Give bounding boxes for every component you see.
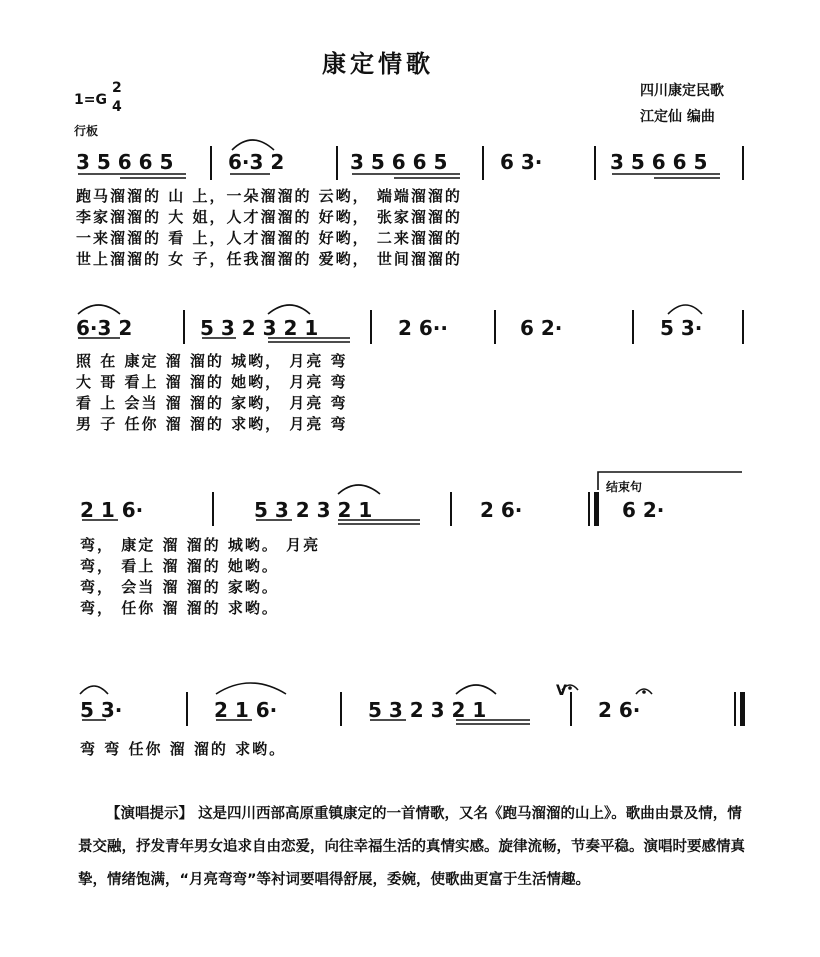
lyric-row-3-verse-1: 弯， 康定 溜 溜的 城哟。 月亮 xyxy=(80,536,321,554)
measure-2-2: 5 3 2 3 2 1 xyxy=(200,316,319,340)
measure-1-5: 3 5 6 6 5 xyxy=(610,150,708,174)
tip-text: 这是四川西部高原重镇康定的一首情歌，又名《跑马溜溜的山上》。歌曲由景及情，情景交融，抒发青年男女追求自由恋爱，向往幸福生活的真情实感。旋律流畅，节奏平稳。演唱时要感情真挚，情绪饱满，“月亮弯弯”等衬词要唱得舒展，委婉，使歌曲更富于生活情趣。 xyxy=(78,806,745,888)
measure-4-2: 2 1 6· xyxy=(214,698,278,722)
beam-underline xyxy=(352,174,460,178)
measure-3-4: 6 2· xyxy=(622,498,665,522)
song-title: 康定情歌 xyxy=(322,50,434,78)
measure-2-4: 6 2· xyxy=(520,316,563,340)
measure-1-1: 3 5 6 6 5 xyxy=(76,150,174,174)
tip-label: 【演唱提示】 xyxy=(106,806,193,822)
slur xyxy=(668,305,702,314)
lyric-row-4: 弯 弯 任你 溜 溜的 求哟。 xyxy=(80,740,287,758)
lyric-row-2-verse-2: 大 哥 看上 溜 溜的 她哟， 月亮 弯 xyxy=(76,373,348,391)
lyric-row-1-verse-4: 世上溜溜的 女 子，任我溜溜的 爱哟， 世间溜溜的 xyxy=(76,250,462,268)
song-arranger: 江定仙 编曲 xyxy=(640,109,715,125)
lyric-row-3-verse-3: 弯， 会当 溜 溜的 家哟。 xyxy=(80,578,279,596)
tempo-marking: 行板 xyxy=(74,124,99,138)
lyric-row-1-verse-2: 李家溜溜的 大 姐，人才溜溜的 好哟， 张家溜溜的 xyxy=(76,208,462,226)
lyric-row-1-verse-3: 一来溜溜的 看 上，人才溜溜的 好哟， 二来溜溜的 xyxy=(76,229,462,247)
ending-bracket xyxy=(598,472,742,490)
measure-1-3: 3 5 6 6 5 xyxy=(350,150,448,174)
slur xyxy=(216,683,286,694)
measure-4-4: 2 6· xyxy=(598,698,641,722)
slur xyxy=(80,686,108,694)
slur xyxy=(338,485,380,494)
slur xyxy=(78,305,120,314)
measure-4-3: 5 3 2 3 2 1 xyxy=(368,698,487,722)
slur xyxy=(456,685,496,694)
fermata-dot xyxy=(568,686,572,690)
measure-3-2: 5 3 2 3 2 1 xyxy=(254,498,373,522)
measure-2-1: 6·3 2 xyxy=(76,316,133,340)
fermata-dot xyxy=(642,690,646,694)
lyric-row-2-verse-1: 照 在 康定 溜 溜的 城哟， 月亮 弯 xyxy=(76,352,348,370)
measure-3-3: 2 6· xyxy=(480,498,523,522)
song-source: 四川康定民歌 xyxy=(640,83,724,99)
measure-2-3: 2 6·· xyxy=(398,316,448,340)
lyric-row-3-verse-2: 弯， 看上 溜 溜的 她哟。 xyxy=(80,557,279,575)
beam-underline xyxy=(78,174,186,178)
slur xyxy=(232,140,274,150)
slur xyxy=(268,305,310,314)
lyric-row-3-verse-4: 弯， 任你 溜 溜的 求哟。 xyxy=(80,599,279,617)
time-signature-top: 2 xyxy=(112,80,122,96)
singing-tip xyxy=(78,798,748,897)
ending-label: 结束句 xyxy=(606,480,643,494)
lyric-row-1-verse-1: 跑马溜溜的 山 上，一朵溜溜的 云哟， 端端溜溜的 xyxy=(76,187,462,205)
time-signature-bottom: 4 xyxy=(112,99,122,115)
breath-mark: V xyxy=(556,683,567,699)
beam-underline xyxy=(612,174,720,178)
measure-1-4: 6 3· xyxy=(500,150,543,174)
lyric-row-2-verse-3: 看 上 会当 溜 溜的 家哟， 月亮 弯 xyxy=(76,394,348,412)
lyric-row-2-verse-4: 男 子 任你 溜 溜的 求哟， 月亮 弯 xyxy=(76,415,348,433)
measure-4-1: 5 3· xyxy=(80,698,123,722)
beam-underline xyxy=(456,720,530,724)
measure-3-1: 2 1 6· xyxy=(80,498,144,522)
measure-1-2: 6·3 2 xyxy=(228,150,285,174)
beam-underline xyxy=(338,520,420,524)
measure-2-5: 5 3· xyxy=(660,316,703,340)
beam-underline xyxy=(268,338,350,342)
key-signature: 1=G xyxy=(74,92,107,108)
